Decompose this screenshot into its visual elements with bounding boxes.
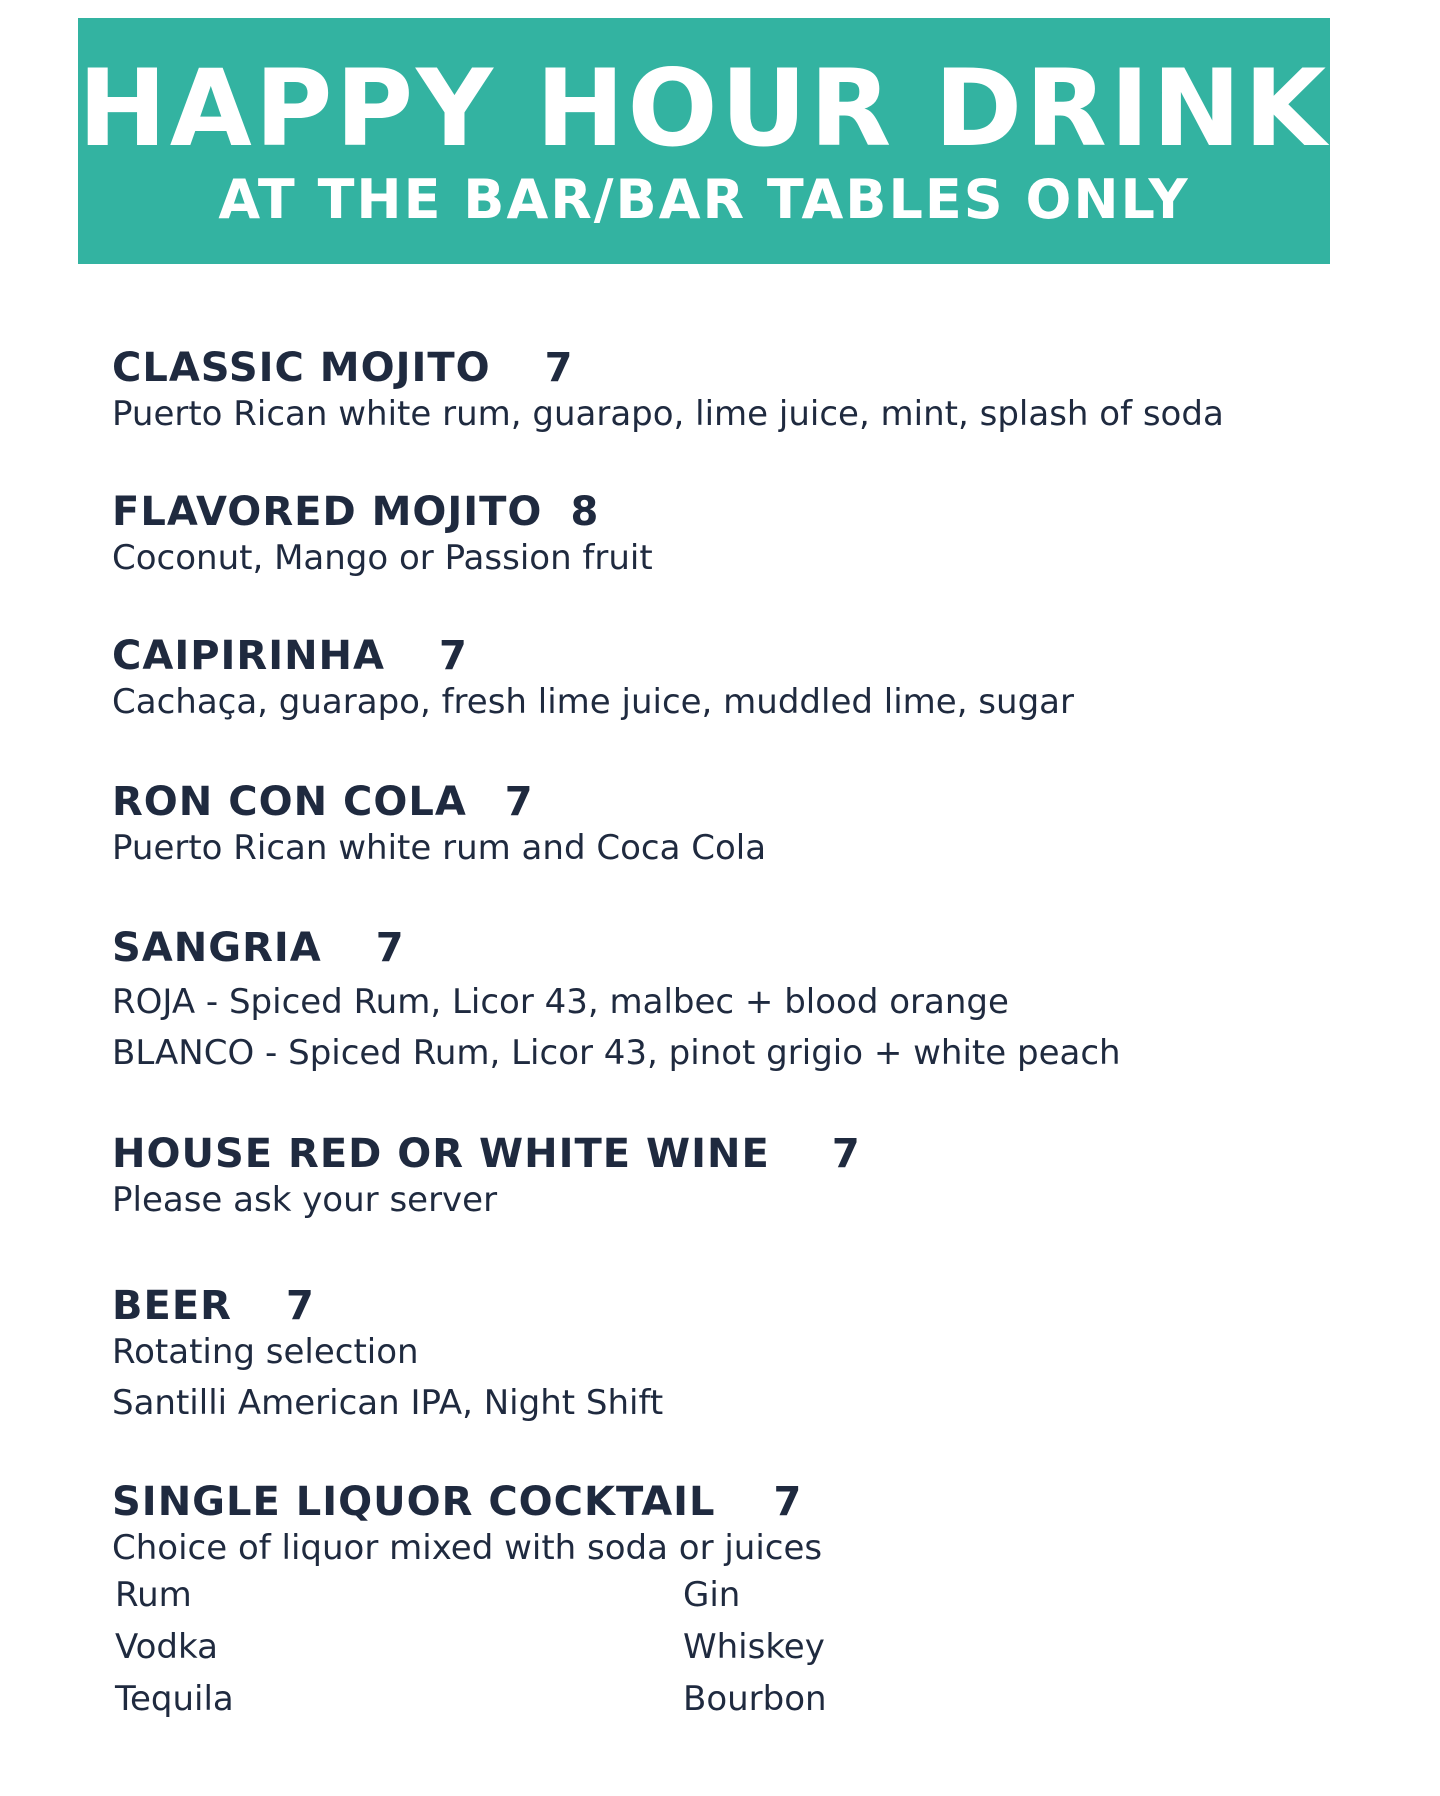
menu-item-heading (112, 779, 1312, 825)
menu-item-description: Rotating selection (112, 1332, 419, 1372)
menu-item-ron-con-cola (112, 779, 1312, 869)
liquor-option: Tequila (115, 1678, 234, 1719)
menu-item-house-wine (112, 1131, 1312, 1221)
menu-item-caipirinha (112, 633, 1312, 723)
menu-item-name: HOUSE RED OR WHITE WINE (112, 1131, 770, 1177)
menu-item-price: 7 (285, 1283, 315, 1329)
liquor-option: Vodka (115, 1626, 218, 1667)
menu-item-price: 7 (773, 1479, 803, 1525)
page-title: HAPPY HOUR DRINKS (78, 47, 1409, 170)
menu-item-name: FLAVORED MOJITO (112, 489, 543, 535)
menu-item-sangria (112, 925, 1312, 1074)
menu-item-heading (112, 1131, 1312, 1177)
menu-item-price: 8 (570, 489, 600, 535)
menu-item-name: SINGLE LIQUOR COCKTAIL (112, 1479, 716, 1525)
liquor-option: Rum (115, 1575, 192, 1615)
menu-item-heading (112, 345, 1312, 391)
menu-item-flavored-mojito (112, 489, 1312, 579)
menu-item-beer (112, 1283, 1312, 1424)
liquor-option: Bourbon (683, 1678, 827, 1719)
menu-item-description: Puerto Rican white rum, guarapo, lime juice, mint, splash of soda (112, 394, 1224, 434)
menu-item-name: BEER (112, 1283, 232, 1329)
menu-item-heading (112, 925, 1312, 971)
menu-item-heading (112, 489, 1312, 535)
menu-item-description: Santilli American IPA, Night Shift (112, 1382, 664, 1423)
menu-item-name: RON CON COLA (112, 779, 467, 825)
menu-item-name: SANGRIA (112, 925, 322, 971)
menu-item-price: 7 (375, 925, 405, 971)
menu-item-price: 7 (544, 345, 574, 391)
menu-item-description: Coconut, Mango or Passion fruit (112, 538, 653, 578)
liquor-options-list (115, 1575, 915, 1719)
menu-item-price: 7 (504, 779, 534, 825)
menu-item-description: BLANCO - Spiced Rum, Licor 43, pinot grigio + white peach (112, 1032, 1121, 1073)
menu-item-description: ROJA - Spiced Rum, Licor 43, malbec + blood orange (112, 982, 1009, 1022)
menu-item-classic-mojito (112, 345, 1312, 435)
menu-item-single-liquor-cocktail (112, 1479, 1312, 1569)
page-subtitle: AT THE BAR/BAR TABLES ONLY (218, 168, 1190, 231)
menu-item-heading (112, 633, 1312, 679)
menu-item-price: 7 (831, 1131, 861, 1177)
menu-item-description: Choice of liquor mixed with soda or juices (112, 1528, 823, 1568)
liquor-option: Gin (683, 1575, 741, 1615)
menu-item-heading (112, 1479, 1312, 1525)
menu-item-name: CAIPIRINHA (112, 633, 385, 679)
menu-item-price: 7 (439, 633, 468, 679)
header-banner (78, 18, 1409, 264)
menu-item-description: Please ask your server (112, 1180, 498, 1220)
menu-item-name: CLASSIC MOJITO (112, 345, 491, 391)
liquor-option: Whiskey (683, 1626, 825, 1667)
menu-item-description: Cachaça, guarapo, fresh lime juice, muddled lime, sugar (112, 682, 1074, 722)
menu-item-description: Puerto Rican white rum and Coca Cola (112, 828, 767, 868)
menu-item-heading (112, 1283, 1312, 1329)
